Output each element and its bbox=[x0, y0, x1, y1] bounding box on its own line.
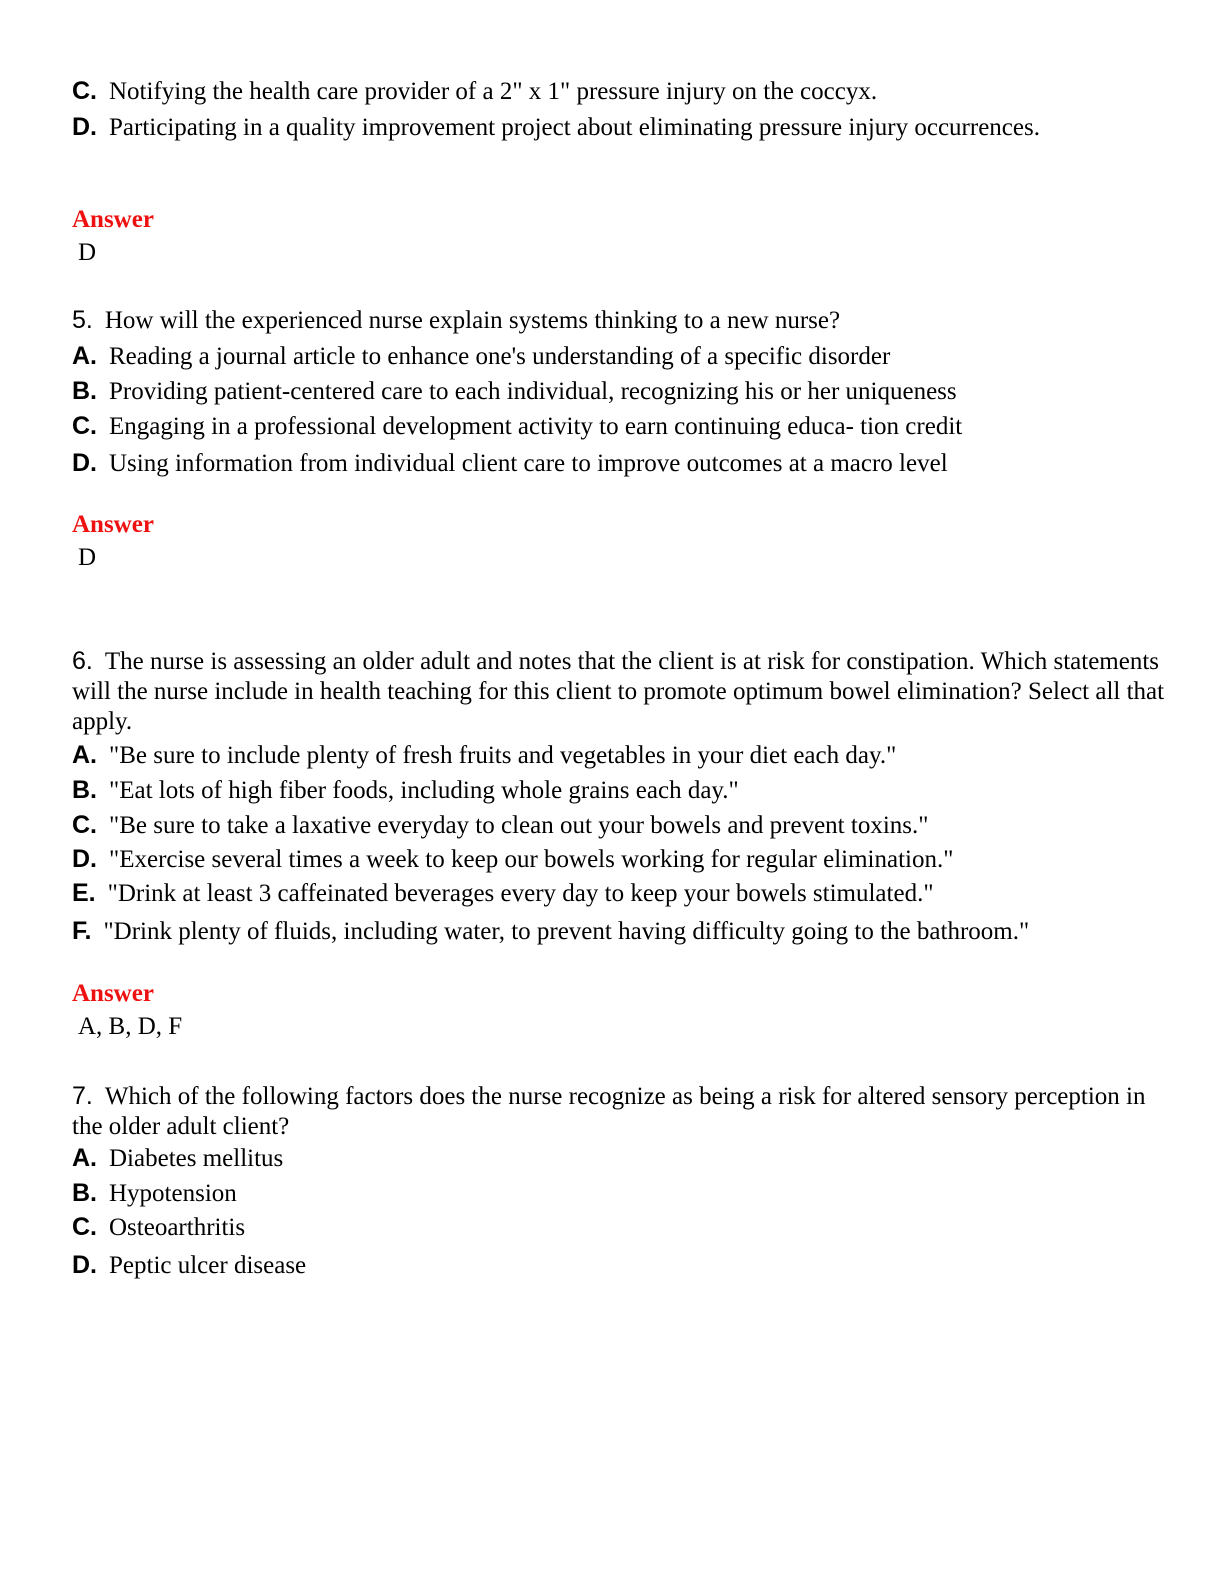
q6-option-a bbox=[72, 740, 1172, 771]
question-number: 7. bbox=[72, 1082, 93, 1110]
question-number: 5. bbox=[72, 306, 93, 334]
option-label: A. bbox=[72, 741, 97, 769]
question-text: Which of the following factors does the nurse recognize as being a risk for altered sensory perception in the older adult client? bbox=[72, 1083, 1146, 1140]
option-label: B. bbox=[72, 1179, 97, 1207]
option-text: Osteoarthritis bbox=[109, 1214, 246, 1241]
answer-heading: Answer bbox=[72, 511, 154, 538]
question-text: The nurse is assessing an older adult and notes that the client is at risk for constipation. Which statements will the nurse include in health teaching for this client to promote optimum bowel elimination? Select all that apply. bbox=[72, 648, 1165, 735]
q6-option-c bbox=[72, 810, 1172, 841]
q5-option-c bbox=[72, 411, 1172, 442]
option-label: E. bbox=[72, 879, 96, 907]
q7-option-d bbox=[72, 1250, 1172, 1281]
option-text: "Drink plenty of fluids, including water, to prevent having difficulty going to the bathroom." bbox=[103, 918, 1030, 945]
option-text: Diabetes mellitus bbox=[109, 1145, 284, 1172]
q5-option-d bbox=[72, 448, 1172, 479]
q6-option-d bbox=[72, 844, 1172, 875]
q7-option-c bbox=[72, 1212, 1172, 1243]
q7-option-b bbox=[72, 1178, 1172, 1209]
option-text: "Be sure to include plenty of fresh fruits and vegetables in your diet each day." bbox=[109, 742, 897, 769]
q6-option-b bbox=[72, 775, 1172, 806]
option-label: D. bbox=[72, 113, 97, 141]
option-text: Reading a journal article to enhance one's understanding of a specific disorder bbox=[109, 343, 891, 370]
q7-stem bbox=[72, 1081, 1172, 1142]
option-label: C. bbox=[72, 77, 97, 105]
option-label: A. bbox=[72, 1144, 97, 1172]
q5-option-a bbox=[72, 341, 1172, 372]
option-label: C. bbox=[72, 1213, 97, 1241]
q7-option-a bbox=[72, 1143, 1172, 1174]
option-label: D. bbox=[72, 1251, 97, 1279]
option-text: Peptic ulcer disease bbox=[109, 1252, 307, 1279]
option-text: "Exercise several times a week to keep our bowels working for regular elimination." bbox=[109, 846, 954, 873]
q5-stem bbox=[72, 305, 1172, 336]
answer-heading: Answer bbox=[72, 980, 154, 1007]
option-label: A. bbox=[72, 342, 97, 370]
option-label: B. bbox=[72, 377, 97, 405]
q6-option-e bbox=[72, 878, 1172, 909]
option-text: Providing patient-centered care to each individual, recognizing his or her uniqueness bbox=[109, 378, 957, 405]
q6-option-f bbox=[72, 916, 1172, 947]
answer-value: D bbox=[78, 544, 97, 571]
option-text: "Be sure to take a laxative everyday to clean out your bowels and prevent toxins." bbox=[109, 812, 929, 839]
option-text: Notifying the health care provider of a 2" x 1" pressure injury on the coccyx. bbox=[109, 78, 878, 105]
q4-option-d bbox=[72, 112, 1172, 143]
option-label: F. bbox=[72, 917, 92, 945]
answer-value: A, B, D, F bbox=[78, 1013, 183, 1040]
option-text: "Drink at least 3 caffeinated beverages every day to keep your bowels stimulated." bbox=[107, 880, 934, 907]
option-text: Using information from individual client care to improve outcomes at a macro level bbox=[109, 450, 948, 477]
option-label: D. bbox=[72, 845, 97, 873]
question-number: 6. bbox=[72, 647, 93, 675]
option-label: B. bbox=[72, 776, 97, 804]
option-label: C. bbox=[72, 811, 97, 839]
answer-heading: Answer bbox=[72, 206, 154, 233]
option-label: D. bbox=[72, 449, 97, 477]
q6-stem bbox=[72, 646, 1172, 737]
question-text: How will the experienced nurse explain systems thinking to a new nurse? bbox=[104, 307, 841, 334]
q4-option-c bbox=[72, 76, 1172, 107]
option-text: Participating in a quality improvement project about eliminating pressure injury occurrences. bbox=[109, 114, 1040, 141]
q5-option-b bbox=[72, 376, 1172, 407]
option-text: Hypotension bbox=[109, 1180, 237, 1207]
answer-value: D bbox=[78, 239, 97, 266]
option-text: "Eat lots of high fiber foods, including whole grains each day." bbox=[109, 777, 739, 804]
option-label: C. bbox=[72, 412, 97, 440]
option-text: Engaging in a professional development activity to earn continuing educa- tion credit bbox=[109, 413, 963, 440]
